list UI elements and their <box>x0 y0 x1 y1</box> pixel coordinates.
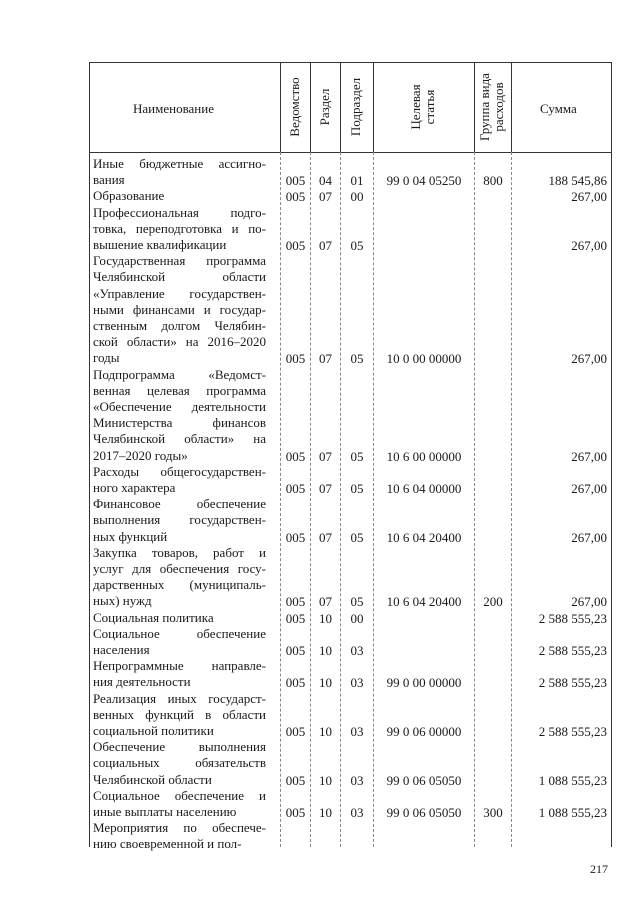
cell-gruppa: 200 <box>483 594 503 610</box>
cell-statya: 10 6 04 20400 <box>386 529 462 545</box>
row-name-line: Подпрограмма «Ведомст- <box>93 366 266 382</box>
cell-podrazdel: 05 <box>350 238 364 253</box>
cell-razdel: 10 <box>319 805 332 820</box>
row-name-line: «Управление государствен- <box>93 285 266 301</box>
body-sep-2 <box>310 152 311 847</box>
cell-razdel: 10 <box>319 675 332 691</box>
row-name-line: ных функций <box>93 528 168 544</box>
row-name-line: Обеспечение выполнения <box>93 739 266 755</box>
row-name-line: ных) нужд <box>93 593 152 609</box>
cell-podrazdel: 05 <box>350 448 364 464</box>
cell-razdel: 07 <box>319 189 332 205</box>
cell-summa: 2 588 555,23 <box>538 675 607 691</box>
cell-podrazdel: 00 <box>350 189 364 205</box>
row-name <box>93 691 266 740</box>
row-name-line: 2017–2020 годы» <box>93 447 188 463</box>
row-name-line: нию своевременной и пол- <box>93 836 242 852</box>
cell-vedomstvo: 005 <box>285 594 306 610</box>
cell-razdel: 10 <box>319 772 332 788</box>
row-name-line: венных функций в области <box>93 706 266 722</box>
row-name-line: вышение квалификации <box>93 237 227 252</box>
header-podrazdel: Подраздел <box>348 77 363 137</box>
row-name <box>93 658 266 690</box>
row-name-line: Расходы общегосударствен- <box>93 463 266 479</box>
col-sep-statya <box>373 62 374 152</box>
row-name <box>93 739 266 788</box>
row-name-line: Министерства финансов <box>93 415 266 431</box>
cell-podrazdel: 05 <box>350 351 364 367</box>
header-summa: Сумма <box>540 101 577 116</box>
row-name-line: населения <box>93 642 150 657</box>
cell-razdel: 07 <box>319 238 332 253</box>
cell-razdel: 04 <box>319 173 332 189</box>
cell-summa: 267,00 <box>571 189 607 205</box>
row-name-line: услуг для обеспечения госу- <box>93 561 266 576</box>
table-top-border <box>89 62 611 63</box>
cell-summa: 1 088 555,23 <box>538 772 607 788</box>
row-name-line: Финансовое обеспечение <box>93 496 266 512</box>
cell-gruppa: 800 <box>483 173 503 189</box>
row-name <box>93 610 266 626</box>
cell-summa: 267,00 <box>571 448 607 464</box>
cell-podrazdel: 03 <box>350 675 364 691</box>
row-name-line: Профессиональная подго- <box>93 204 266 220</box>
cell-podrazdel: 05 <box>350 529 364 545</box>
cell-podrazdel: 03 <box>350 772 364 788</box>
row-name-line: Непрограммные направле- <box>93 658 266 674</box>
row-name-line: Челябинской области» на <box>93 431 266 447</box>
col-sep-razdel <box>310 62 311 152</box>
row-name <box>93 367 266 464</box>
cell-statya: 99 0 06 05050 <box>386 772 462 788</box>
row-name-line: Образование <box>93 188 165 204</box>
col-sep-podrazdel <box>340 62 341 152</box>
row-name-line: ственным долгом Челябин- <box>93 318 266 333</box>
cell-summa: 2 588 555,23 <box>538 724 607 739</box>
header-bottom-border <box>89 152 611 153</box>
cell-statya: 99 0 06 05050 <box>386 805 462 820</box>
body-sep-3 <box>340 152 341 847</box>
row-name-line: ными финансами и государ- <box>93 301 266 317</box>
cell-summa: 267,00 <box>571 481 607 496</box>
col-sep-summa <box>511 62 512 152</box>
cell-vedomstvo: 005 <box>285 643 306 658</box>
col-sep-gruppa <box>474 62 475 152</box>
cell-vedomstvo: 005 <box>285 675 306 691</box>
row-name <box>93 545 266 610</box>
cell-summa: 1 088 555,23 <box>538 805 607 820</box>
col-sep-vedomstvo <box>280 62 281 152</box>
row-name-line: ния деятельности <box>93 674 191 690</box>
row-name-line: ного характера <box>93 480 176 495</box>
header-statya: Целевая статья <box>408 84 437 130</box>
row-name-line: Челябинской области <box>93 771 212 787</box>
cell-razdel: 10 <box>319 724 332 739</box>
cell-vedomstvo: 005 <box>285 351 306 367</box>
row-name-line: Социальная политика <box>93 609 214 625</box>
cell-summa: 188 545,86 <box>548 173 607 189</box>
cell-vedomstvo: 005 <box>285 173 306 189</box>
row-name <box>93 788 266 820</box>
body-sep-6 <box>511 152 512 847</box>
row-name-line: социальных обязательств <box>93 755 266 771</box>
cell-gruppa: 300 <box>483 805 503 820</box>
row-name-line: Иные бюджетные ассигно- <box>93 156 266 171</box>
cell-podrazdel: 01 <box>350 173 364 189</box>
row-name <box>93 820 266 852</box>
cell-summa: 267,00 <box>571 238 607 253</box>
cell-vedomstvo: 005 <box>285 529 306 545</box>
cell-statya: 99 0 04 05250 <box>386 173 462 189</box>
body-sep-1 <box>280 152 281 847</box>
row-name-line: венная целевая программа <box>93 382 266 398</box>
cell-vedomstvo: 005 <box>285 805 306 820</box>
cell-statya: 10 6 00 00000 <box>386 448 462 464</box>
cell-razdel: 07 <box>319 351 332 367</box>
cell-statya: 10 0 00 00000 <box>386 351 462 367</box>
cell-summa: 267,00 <box>571 594 607 610</box>
cell-summa: 267,00 <box>571 529 607 545</box>
header-vedomstvo: Ведомство <box>287 77 302 137</box>
row-name-line: Закупка товаров, работ и <box>93 544 266 560</box>
cell-vedomstvo: 005 <box>285 610 306 626</box>
cell-razdel: 10 <box>319 643 332 658</box>
row-name-line: дарственных (муниципаль- <box>93 577 266 593</box>
row-name <box>93 464 266 496</box>
cell-summa: 2 588 555,23 <box>538 643 607 658</box>
cell-podrazdel: 03 <box>350 805 364 820</box>
row-name-line: Челябинской области <box>93 269 266 285</box>
row-name-line: Реализация иных государст- <box>93 690 266 706</box>
cell-vedomstvo: 005 <box>285 772 306 788</box>
row-name-line: Социальное обеспечение <box>93 625 266 641</box>
body-sep-5 <box>474 152 475 847</box>
row-name-line: годы <box>93 350 120 366</box>
cell-summa: 267,00 <box>571 351 607 367</box>
row-name-line: Мероприятия по обеспече- <box>93 820 266 836</box>
cell-podrazdel: 05 <box>350 481 364 496</box>
cell-statya: 10 6 04 00000 <box>386 481 462 496</box>
row-name-line: товка, переподготовка и по- <box>93 220 266 236</box>
row-name-line: «Обеспечение деятельности <box>93 399 266 414</box>
cell-podrazdel: 05 <box>350 594 364 610</box>
row-name-line: вания <box>93 172 125 188</box>
row-name <box>93 188 266 204</box>
cell-vedomstvo: 005 <box>285 481 306 496</box>
row-name <box>93 253 266 366</box>
body-sep-4 <box>373 152 374 847</box>
cell-razdel: 07 <box>319 594 332 610</box>
row-name <box>93 496 266 545</box>
cell-statya: 10 6 04 20400 <box>386 594 462 610</box>
cell-podrazdel: 00 <box>350 610 364 626</box>
header-gruppa: Группа вида расходов <box>477 73 506 141</box>
row-name <box>93 156 266 188</box>
row-name-line: выполнения государствен- <box>93 512 266 528</box>
cell-statya: 99 0 00 00000 <box>386 675 462 691</box>
row-name-line: Государственная программа <box>93 253 266 269</box>
cell-podrazdel: 03 <box>350 724 364 739</box>
cell-vedomstvo: 005 <box>285 724 306 739</box>
cell-vedomstvo: 005 <box>285 448 306 464</box>
cell-statya: 99 0 06 00000 <box>386 724 462 739</box>
row-name <box>93 205 266 254</box>
page-number: 217 <box>590 862 608 876</box>
cell-razdel: 07 <box>319 481 332 496</box>
row-name-line: ской области» на 2016–2020 <box>93 334 266 350</box>
cell-razdel: 07 <box>319 448 332 464</box>
header-razdel: Раздел <box>317 88 332 126</box>
cell-razdel: 07 <box>319 529 332 545</box>
cell-razdel: 10 <box>319 610 332 626</box>
cell-podrazdel: 03 <box>350 643 364 658</box>
row-name-line: иные выплаты населению <box>93 804 237 819</box>
row-name-line: Социальное обеспечение и <box>93 787 266 803</box>
row-name <box>93 626 266 658</box>
cell-vedomstvo: 005 <box>285 189 306 205</box>
row-name-line: социальной политики <box>93 723 214 738</box>
cell-summa: 2 588 555,23 <box>538 610 607 626</box>
header-name: Наименование <box>133 101 214 116</box>
cell-vedomstvo: 005 <box>285 238 306 253</box>
